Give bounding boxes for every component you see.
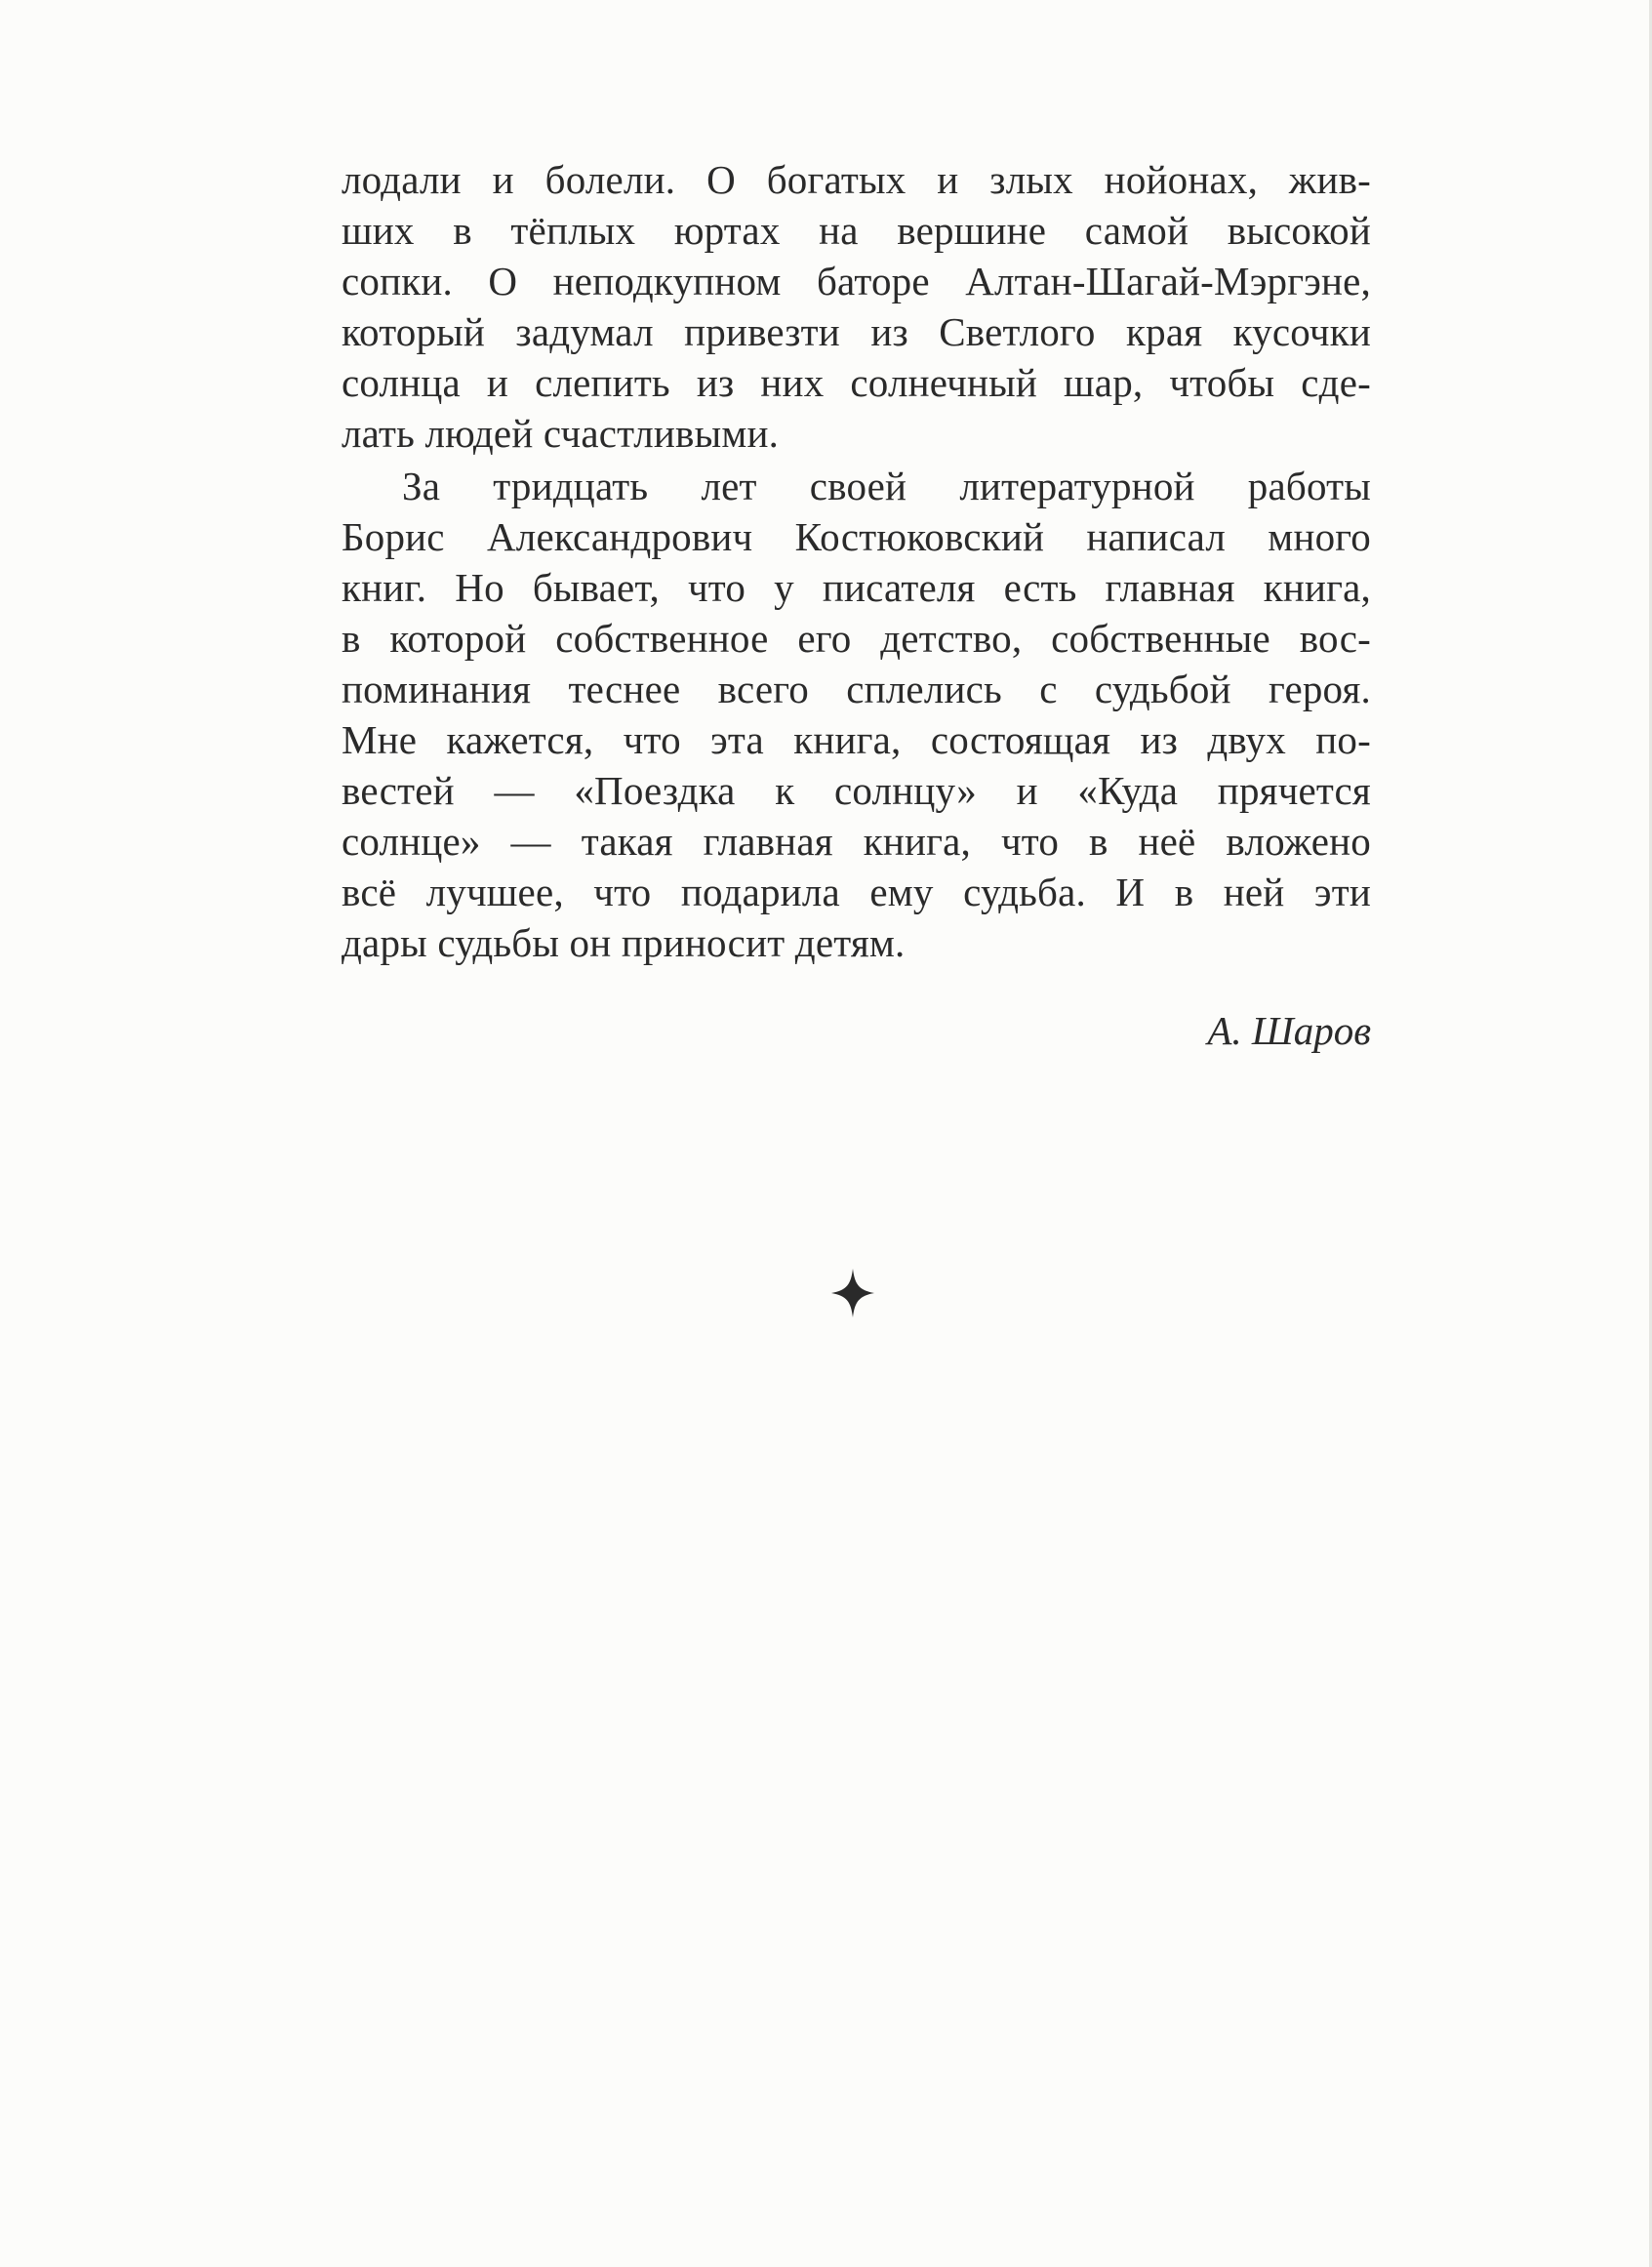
text-line: Борис Александрович Костюковский написал много	[342, 514, 1371, 559]
text-line: дары судьбы он приносит детям.	[342, 920, 906, 965]
author-signature: А. Шаров	[1207, 1008, 1371, 1053]
main-text	[342, 154, 1371, 968]
text-line: поминания теснее всего сплелись с судьбой героя.	[342, 667, 1371, 711]
text-line: ших в тёплых юртах на вершине самой высокой	[342, 208, 1371, 253]
four-point-star-icon	[831, 1269, 874, 1317]
text-line: книг. Но бывает, что у писателя есть главная книга,	[342, 565, 1371, 610]
text-line: всё лучшее, что подарила ему судьба. И в ней эти	[342, 870, 1371, 914]
paragraph-2	[342, 461, 1371, 968]
paragraph-1	[342, 154, 1371, 459]
text-line: солнца и слепить из них солнечный шар, чтобы сде-	[342, 360, 1371, 405]
text-line: который задумал привезти из Светлого края кусочки	[342, 309, 1371, 354]
text-line: в которой собственное его детство, собственные вос-	[342, 616, 1371, 661]
text-line: За тридцать лет своей литературной работы	[402, 464, 1371, 508]
text-line: лодали и болели. О богатых и злых нойонах, жив-	[342, 157, 1371, 202]
text-line: солнце» — такая главная книга, что в неё вложено	[342, 819, 1371, 864]
text-line: Мне кажется, что эта книга, состоящая из двух по-	[342, 717, 1371, 762]
text-line: сопки. О неподкупном баторе Алтан-Шагай-Мэргэне,	[342, 259, 1371, 304]
text-line: лать людей счастливыми.	[342, 411, 780, 456]
text-line: вестей — «Поездка к солнцу» и «Куда прячется	[342, 768, 1371, 813]
